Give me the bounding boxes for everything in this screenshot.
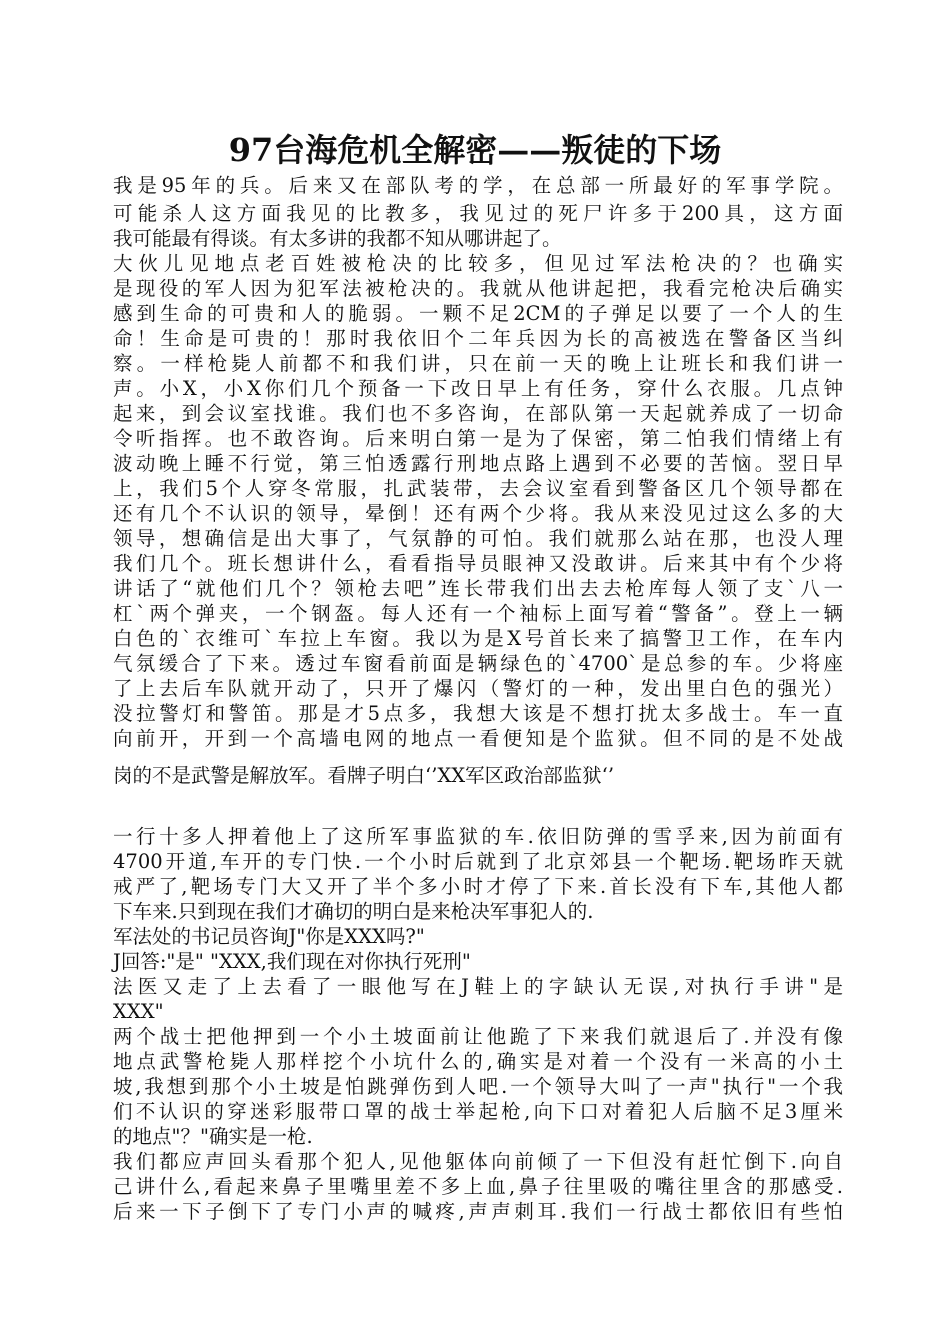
text-line: 们不认识的穿迷彩服带口罩的战士举起枪,向下口对着犯人后脑不足3厘米 [113, 1100, 843, 1123]
text-line: 讲话了“就他们几个？领枪去吧”连长带我们出去去枪库每人领了支`八一 [113, 577, 843, 600]
text-line: 军法处的书记员咨询J"你是XXX吗?" [113, 925, 425, 948]
text-line: 令听指挥。也不敢咨询。后来明白第一是为了保密，第二怕我们情绪上有 [113, 427, 843, 450]
text-line: 我是95年的兵。后来又在部队考的学，在总部一所最好的军事学院。 [113, 174, 843, 197]
text-line: 我们都应声回头看那个犯人,见他躯体向前倾了一下但没有赶忙倒下.向自 [113, 1150, 843, 1173]
text-line: 波动晚上睡不行觉，第三怕透露行刑地点路上遇到不必要的苦恼。翌日早 [113, 452, 843, 475]
text-line: 我可能最有得谈。有太多讲的我都不知从哪讲起了。 [113, 227, 562, 250]
text-line: 大伙儿见地点老百姓被枪决的比较多，但见过军法枪决的？也确实 [113, 252, 843, 275]
text-line: 还有几个不认识的领导，晕倒！还有两个少将。我从来没见过这么多的大 [113, 502, 843, 525]
text-line: 4700开道,车开的专门快.一个小时后就到了北京郊县一个靶场.靶场昨天就 [113, 850, 843, 873]
text-line: 了上去后车队就开动了，只开了爆闪（警灯的一种，发出里白色的强光） [113, 677, 843, 700]
text-line: 后来一下子倒下了专门小声的喊疼,声声刺耳.我们一行战士都依旧有些怕 [113, 1200, 843, 1223]
text-line: J回答:"是" "XXX,我们现在对你执行死刑" [113, 950, 471, 973]
text-line: 气氛缓合了下来。透过车窗看前面是辆绿色的`4700`是总参的车。少将座 [113, 652, 843, 675]
text-line: 向前开，开到一个高墙电网的地点一看便知是个监狱。但不同的是不处战 [113, 727, 843, 750]
text-line: 岗的不是武警是解放军。看牌子明白‘’XX军区政治部监狱‘’ [113, 764, 615, 787]
text-line: 坡,我想到那个小土坡是怕跳弹伤到人吧.一个领导大叫了一声"执行"一个我 [113, 1075, 843, 1098]
text-line: 白色的`衣维可`车拉上车窗。我以为是X号首长来了搞警卫工作，在车内 [113, 627, 843, 650]
text-line: 可能杀人这方面我见的比教多，我见过的死尸许多于200具，这方面 [113, 202, 843, 225]
text-line: 上，我们5个人穿冬常服，扎武装带，去会议室看到警备区几个领导都在 [113, 477, 843, 500]
text-line: 声。小X，小X你们几个预备一下改日早上有任务，穿什么衣服。几点钟 [113, 377, 843, 400]
text-line: 戒严了,靶场专门大又开了半个多小时才停了下来.首长没有下车,其他人都 [113, 875, 843, 898]
text-line: 一行十多人押着他上了这所军事监狱的车.依旧防弹的雪孚来,因为前面有 [113, 825, 843, 848]
text-line: XXX" [113, 1000, 164, 1023]
text-line: 的地点"？"确实是一枪. [113, 1125, 313, 1148]
text-line: 己讲什么,看起来鼻子里嘴里差不多上血,鼻子往里吸的嘴往里含的那感受. [113, 1175, 843, 1198]
document-title: 97台海危机全解密——叛徒的下场 [228, 131, 722, 169]
text-line: 感到生命的可贵和人的脆弱。一颗不足2CM的子弹足以要了一个人的生 [113, 302, 843, 325]
text-line: 命！生命是可贵的！那时我依旧个二年兵因为长的高被选在警备区当纠 [113, 327, 843, 350]
text-line: 察。一样枪毙人前都不和我们讲，只在前一天的晚上让班长和我们讲一 [113, 352, 843, 375]
text-line: 起来，到会议室找谁。我们也不多咨询，在部队第一天起就养成了一切命 [113, 402, 843, 425]
text-line: 领导，想确信是出大事了，气氛静的可怕。我们就那么站在那，也没人理 [113, 527, 843, 550]
text-line: 地点武警枪毙人那样挖个小坑什么的,确实是对着一个没有一米高的小土 [113, 1050, 843, 1073]
text-line: 下车来.只到现在我们才确切的明白是来枪决军事犯人的. [113, 900, 594, 923]
text-line: 两个战士把他押到一个小土坡面前让他跪了下来我们就退后了.并没有像 [113, 1025, 843, 1048]
text-line: 是现役的军人因为犯军法被枪决的。我就从他讲起把，我看完枪决后确实 [113, 277, 843, 300]
text-line: 杠`两个弹夹，一个钢盔。每人还有一个袖标上面写着“警备”。登上一辆 [113, 602, 843, 625]
text-line: 法医又走了上去看了一眼他写在J鞋上的字缺认无误,对执行手讲"是 [113, 975, 843, 998]
text-line: 没拉警灯和警笛。那是才5点多，我想大该是不想打扰太多战士。车一直 [113, 702, 843, 725]
text-line: 我们几个。班长想讲什么，看看指导员眼神又没敢讲。后来其中有个少将 [113, 552, 843, 575]
